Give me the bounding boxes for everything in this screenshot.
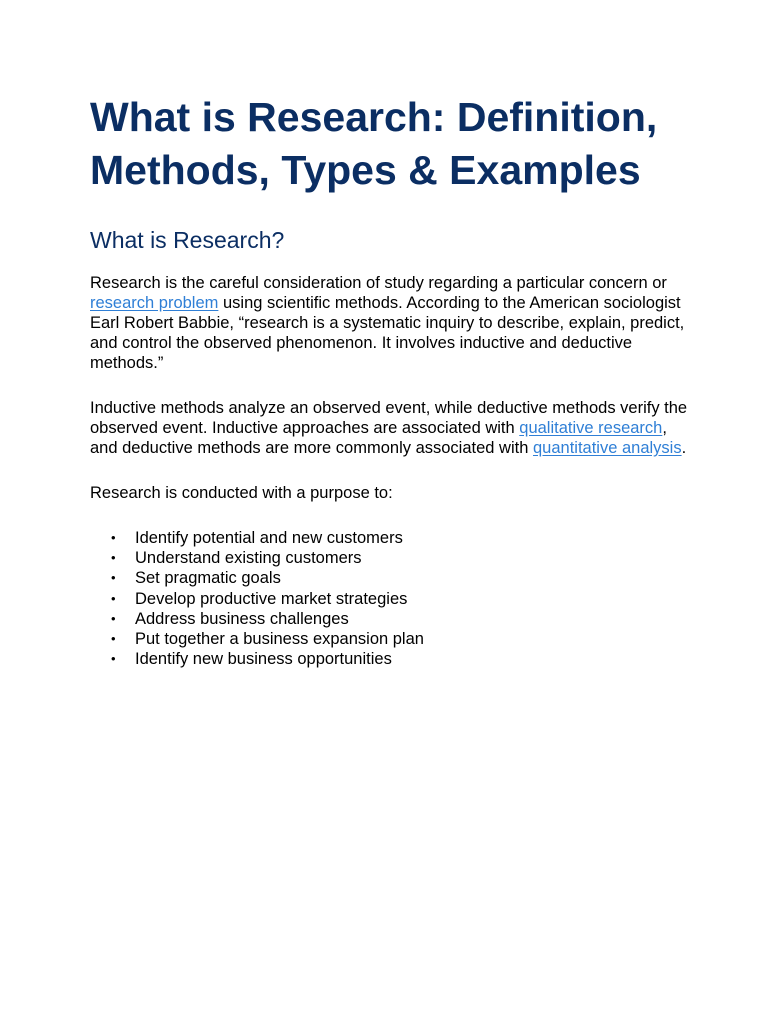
paragraph-text: Research is the careful consideration of study regarding a particular concern or [90,274,667,292]
bullet-icon: • [111,631,116,647]
paragraph-definition [90,273,690,373]
bullet-icon: • [111,550,116,566]
qualitative-research-link[interactable]: qualitative research [519,419,663,437]
paragraph-text: using scientific methods. According to the American sociologist Earl Robert Babbie, “research is a systematic inquiry to describe, explain, predict, and control the observed phenomenon. It involves inductive and deductive methods.” [90,294,685,372]
list-item [90,649,690,669]
bullet-icon: • [111,530,116,545]
paragraph-methods [90,398,690,458]
list-item-text: Address business challenges [135,609,349,628]
list-item-text: Develop productive market strategies [135,589,408,608]
paragraph-text: . [681,439,687,457]
list-item-text: Put together a business expansion plan [135,630,424,649]
list-item-text: Identify potential and new customers [135,529,403,547]
page-title: What is Research: Definition, Methods, Types & Examples [90,94,658,193]
bullet-icon: • [111,651,116,667]
list-item [90,568,690,588]
list-item-text: Identify new business opportunities [135,650,392,669]
bullet-icon: • [111,590,116,606]
purpose-list [90,528,690,669]
list-item-text: Understand existing customers [135,549,362,568]
list-item [90,629,690,649]
research-problem-link[interactable]: research problem [90,294,219,312]
list-item [90,589,690,609]
list-item [90,528,690,548]
list-item-text: Set pragmatic goals [135,569,281,588]
paragraph-text: Inductive methods analyze an observed event, while deductive methods verify the observed event. Inductive approaches are associated with [90,399,688,437]
bullet-icon: • [111,610,116,626]
paragraph-text: , and deductive methods are more commonly associated with [90,419,667,457]
list-item [90,609,690,629]
bullet-icon: • [111,570,116,586]
quantitative-analysis-link[interactable]: quantitative analysis [532,439,682,457]
paragraph-purpose: Research is conducted with a purpose to: [90,484,393,502]
article [90,91,690,669]
list-item [90,548,690,568]
section-heading: What is Research? [90,227,285,253]
